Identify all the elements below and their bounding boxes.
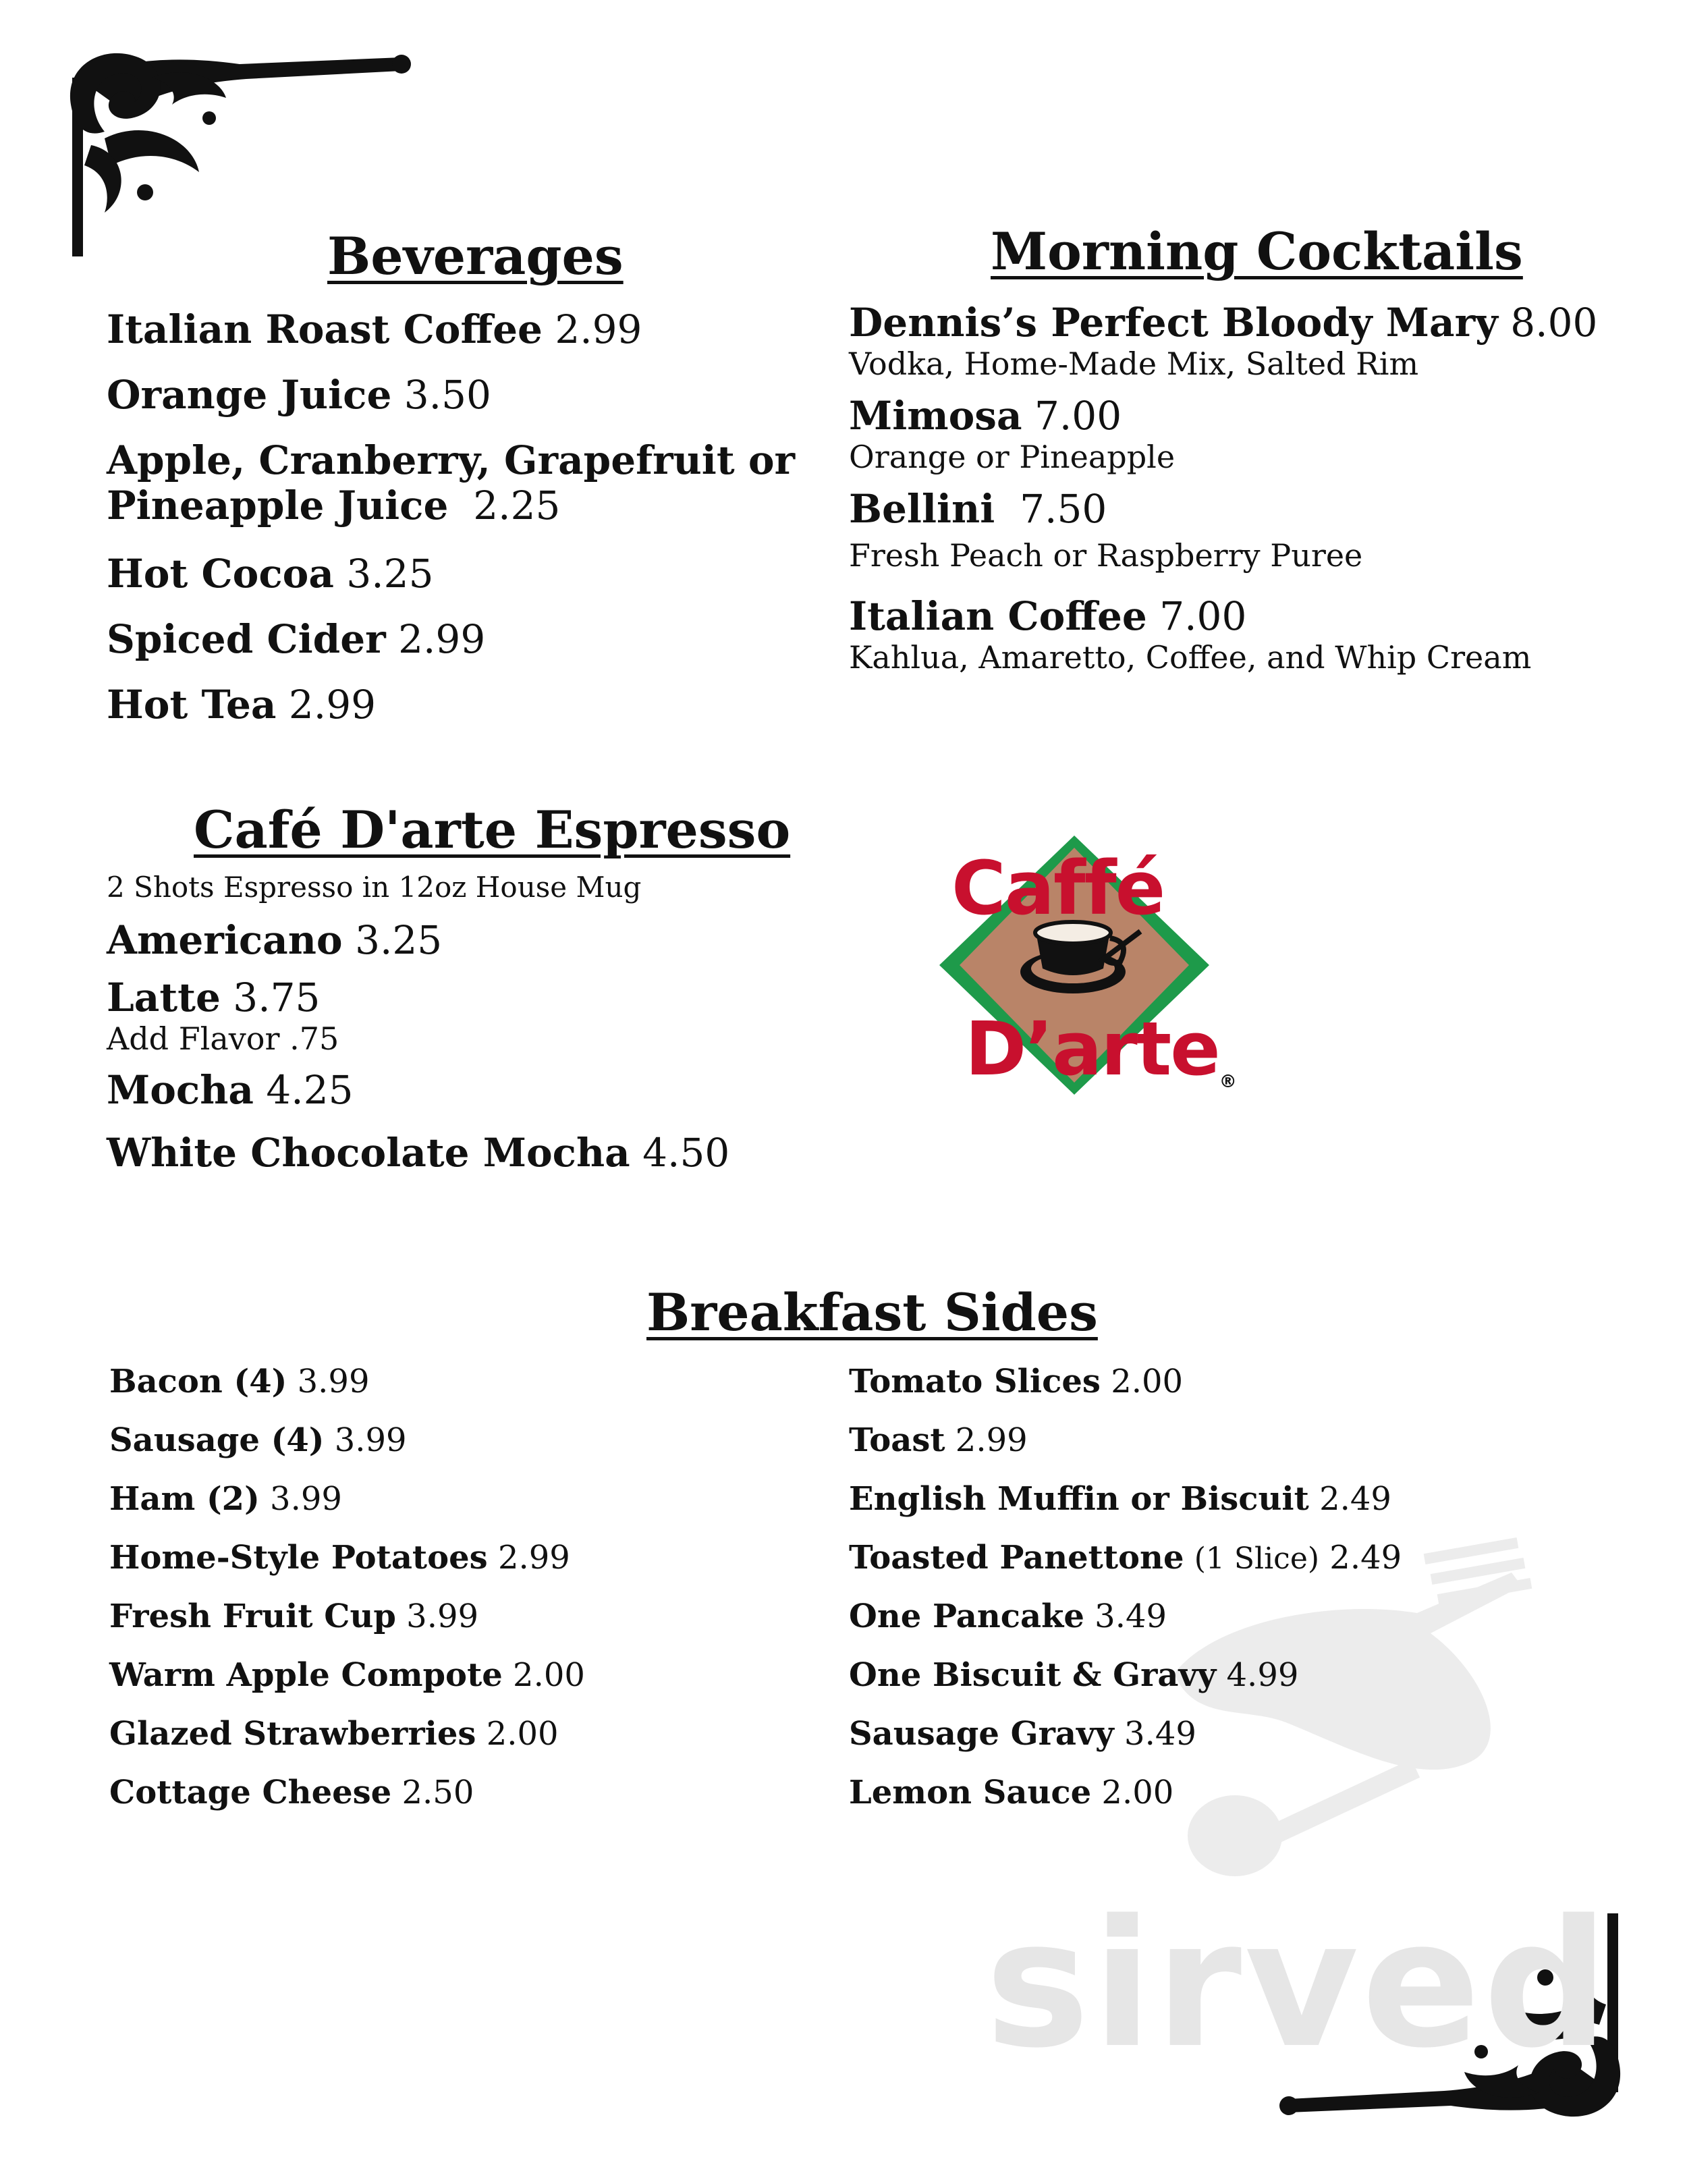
menu-item: Italian Roast Coffee 2.99	[107, 306, 642, 352]
item-description: Vodka, Home-Made Mix, Salted Rim	[849, 345, 1419, 382]
logo-text-bottom: D’arte®	[965, 1006, 1236, 1092]
cocktail-item: Dennis’s Perfect Bloody Mary 8.00 Vodka, Home-Made Mix, Salted Rim	[849, 300, 1598, 382]
menu-item: Warm Apple Compote 2.00	[109, 1656, 585, 1694]
cocktail-item: Italian Coffee 7.00 Kahlua, Amaretto, Coffee, and Whip Cream	[849, 593, 1532, 676]
menu-item: Latte 3.75 Add Flavor .75	[107, 975, 339, 1057]
menu-item: Hot Tea 2.99	[107, 682, 377, 728]
menu-item: Cottage Cheese 2.50	[109, 1774, 474, 1811]
menu-item: Fresh Fruit Cup 3.99	[109, 1598, 479, 1635]
menu-item: Toast 2.99	[849, 1421, 1028, 1459]
menu-item: Ham (2) 3.99	[109, 1480, 342, 1518]
beverages-heading: Beverages	[327, 226, 624, 286]
menu-item: Mocha 4.25	[107, 1067, 354, 1113]
menu-item: Tomato Slices 2.00	[849, 1363, 1184, 1400]
cocktails-heading: Morning Cocktails	[991, 221, 1523, 281]
cocktail-item: Bellini 7.50 Fresh Peach or Raspberry Puree	[849, 486, 1363, 574]
item-description: Fresh Peach or Raspberry Puree	[849, 537, 1363, 574]
sides-heading: Breakfast Sides	[646, 1282, 1098, 1342]
logo-text-top: Caffé	[951, 845, 1165, 931]
caffe-darte-logo	[938, 830, 1236, 1100]
menu-item: Sausage (4) 3.99	[109, 1421, 407, 1459]
menu-item: Apple, Cranberry, Grapefruit or Pineapple Juice 2.25	[107, 437, 796, 528]
menu-item: Spiced Cider 2.99	[107, 616, 486, 662]
item-description: Orange or Pineapple	[849, 438, 1176, 475]
watermark-text: sirved	[985, 1883, 1612, 2087]
menu-item: Sausage Gravy 3.49	[849, 1715, 1196, 1753]
menu-item: White Chocolate Mocha 4.50	[107, 1130, 730, 1176]
menu-item: Orange Juice 3.50	[107, 372, 491, 418]
menu-item: English Muffin or Biscuit 2.49	[849, 1480, 1391, 1518]
menu-item: Glazed Strawberries 2.00	[109, 1715, 559, 1753]
item-description: Kahlua, Amaretto, Coffee, and Whip Cream	[849, 638, 1532, 676]
menu-item: Home-Style Potatoes 2.99	[109, 1539, 570, 1577]
menu-item: One Biscuit & Gravy 4.99	[849, 1656, 1299, 1694]
menu-item: One Pancake 3.49	[849, 1598, 1167, 1635]
menu-item: Lemon Sauce 2.00	[849, 1774, 1174, 1811]
menu-item: Hot Cocoa 3.25	[107, 551, 434, 597]
espresso-subtitle: 2 Shots Espresso in 12oz House Mug	[107, 871, 642, 904]
menu-item: Toasted Panettone (1 Slice) 2.49	[849, 1539, 1402, 1577]
menu-item: Americano 3.25	[107, 917, 443, 963]
item-description: Add Flavor .75	[107, 1020, 339, 1057]
espresso-heading: Café D'arte Espresso	[194, 800, 791, 860]
menu-item: Bacon (4) 3.99	[109, 1363, 370, 1400]
cocktail-item: Mimosa 7.00 Orange or Pineapple	[849, 393, 1176, 475]
